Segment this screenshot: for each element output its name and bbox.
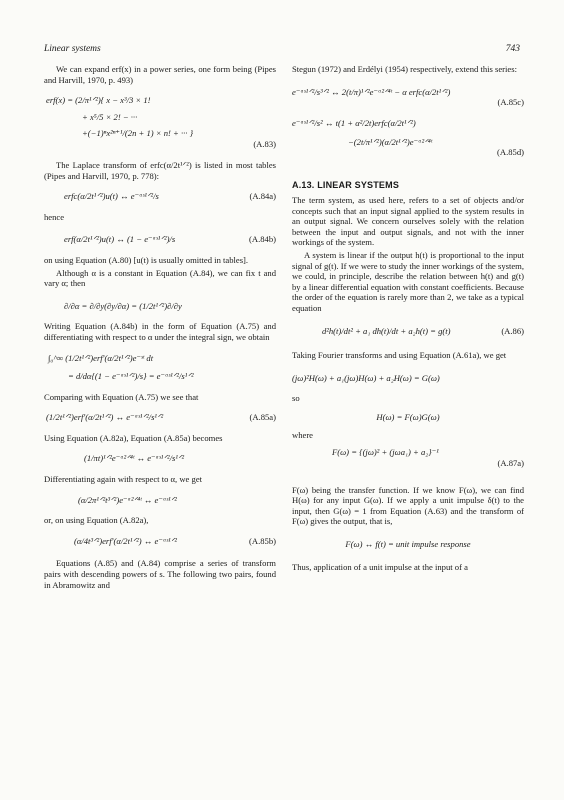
equation-impulse-response: F(ω) ↔ f(t) = unit impulse response	[345, 539, 471, 550]
left-column	[44, 64, 276, 592]
equation-a85c: e⁻ᵅˢ¹ᐟ²/s³ᐟ² ↔ 2(t/π)¹ᐟ²e⁻ᵅ²ᐟ⁴ᵗ − α erfc(α/2t¹ᐟ²)	[292, 86, 451, 97]
paragraph: Stegun (1972) and Erdélyi (1954) respectively, extend this series:	[292, 64, 517, 74]
equation-a83-line2: + x⁵/5 × 2! − ···	[82, 111, 138, 122]
right-column	[292, 64, 524, 574]
paragraph: A system is linear if the output h(t) is proportional to the input signal of g(t). If we were to study the inner workings of the system, we could, in principle, describe the relation between h(t) and g(t) by a linear differential equation with constant coefficients. Because the order of the equation is rarely more than 2, we take as a typical equation	[292, 249, 524, 313]
paragraph: Although α is a constant in Equation (A.84), we can fix t and vary α; then	[44, 267, 276, 289]
paragraph: We can expand erf(x) in a power series, one form being (Pipes and Harvill, 1970, p. 493)	[44, 64, 276, 85]
paragraph: Differentiating again with respect to α, we get	[44, 474, 203, 485]
equation-intermediate-1: (1/πt)¹ᐟ²e⁻ᵅ²ᐟ⁴ᵗ ↔ e⁻ᵅˢ¹ᐟ²/s¹ᐟ²	[84, 453, 185, 464]
paragraph: Thus, application of a unit impulse at the input of a	[292, 561, 468, 572]
equation-a85c-number: (A.85c)	[497, 97, 524, 108]
equation-a87a-number: (A.87a)	[497, 457, 524, 468]
equation-a83-number: (A.83)	[253, 138, 276, 149]
equation-integral-line1: ∫₀^∞ (1/2t¹ᐟ²)erf′(α/2t¹ᐟ²)e⁻ˢᵗ dt	[48, 352, 154, 363]
equation-a85d-line1: e⁻ᵅˢ¹ᐟ²/s² ↔ t(1 + α²/2t)erfc(α/2t¹ᐟ²)	[292, 118, 416, 129]
section-heading: A.13. LINEAR SYSTEMS	[292, 180, 400, 191]
equation-a85d-number: (A.85d)	[497, 147, 524, 158]
paragraph: Taking Fourier transforms and using Equation (A.61a), we get	[292, 350, 507, 361]
paragraph: or, on using Equation (A.82a),	[44, 515, 149, 526]
equation-a85d-line2: −(2t/π¹ᐟ²)(α/2t¹ᐟ²)e⁻ᵅ²ᐟ⁴ᵗ	[348, 136, 433, 147]
paragraph: F(ω) being the transfer function. If we know F(ω), we can find H(ω) for any input G(ω). If we apply a unit impulse δ(t) to the input, then G(ω) = 1 from Equation (A.63) and the transform of F(ω) gives the output, that is,	[292, 484, 524, 527]
page-number: 743	[505, 44, 520, 54]
equation-a86: d²h(t)/dt² + a₁ dh(t)/dt + a₂h(t) = g(t) (A.86)	[322, 325, 524, 336]
paragraph: on using Equation (A.80) [u(t) is usually omitted in tables].	[44, 254, 249, 265]
equation-fourier: (jω)²H(ω) + a₁(jω)H(ω) + a₂H(ω) = G(ω)	[292, 372, 440, 383]
equation-partial-derivative: ∂/∂α = ∂/∂y(∂y/∂α) = (1/2t¹ᐟ²)∂/∂y	[64, 300, 182, 311]
equation-h-omega: H(ω) = F(ω)G(ω)	[376, 411, 440, 422]
paragraph: hence	[44, 211, 65, 222]
equation-a84b: erf(α/2t¹ᐟ²)u(t) ↔ (1 − e⁻ᵅˢ¹ᐟ²)/s (A.84b)	[64, 234, 276, 245]
running-title: Linear systems	[44, 44, 101, 54]
paragraph: The term system, as used here, refers to a set of objects and/or concepts such that an input signal applied to the system results in an output signal. We concern ourselves solely with the relation between the input and output signals, and not with the inner workings of the system.	[292, 194, 524, 248]
equation-a85a: (1/2t¹ᐟ²)erf′(α/2t¹ᐟ²) ↔ e⁻ᵅˢ¹ᐟ²/s¹ᐟ² (A.85a)	[46, 412, 276, 423]
running-header	[44, 44, 520, 58]
paragraph: Comparing with Equation (A.75) we see that	[44, 391, 199, 402]
paragraph: Equations (A.85) and (A.84) comprise a series of transform pairs with descending powers of s. The following two pairs, found in Abramowitz and	[44, 558, 276, 590]
paragraph: Using Equation (A.82a), Equation (A.85a) becomes	[44, 432, 223, 443]
paragraph: Writing Equation (A.84b) in the form of Equation (A.75) and differentiating with respect to α under the integral sign, we obtain	[44, 321, 276, 342]
paragraph: so	[292, 393, 300, 404]
paragraph: The Laplace transform of erfc(α/2t¹ᐟ²) is listed in most tables (Pipes and Harvill, 1970, p. 778):	[44, 159, 276, 181]
equation-a84a: erfc(α/2t¹ᐟ²)u(t) ↔ e⁻ᵅˢ¹ᐟ²/s (A.84a)	[64, 191, 276, 202]
equation-integral-line2: = d/dα{(1 − e⁻ᵅˢ¹ᐟ²)/s} = e⁻ᵅˢ¹ᐟ²/s¹ᐟ²	[68, 371, 194, 382]
equation-a83-line1: erf(x) = (2/π¹ᐟ²){ x − x³/3 × 1!	[46, 95, 151, 106]
equation-a85b: (α/4t³ᐟ²)erf′(α/2t¹ᐟ²) ↔ e⁻ᵅˢ¹ᐟ² (A.85b)	[74, 535, 276, 546]
paragraph: where	[292, 430, 313, 441]
equation-a83-line3: +(−1)ⁿx²ⁿ⁺¹/(2n + 1) × n! + ··· }	[82, 128, 194, 139]
equation-a87a: F(ω) = {(jω)² + (jωa₁) + a₂}⁻¹	[332, 447, 439, 458]
equation-intermediate-2: (α/2π¹ᐟ²t³ᐟ²)e⁻ᵅ²ᐟ⁴ᵗ ↔ e⁻ᵅˢ¹ᐟ²	[78, 494, 177, 505]
